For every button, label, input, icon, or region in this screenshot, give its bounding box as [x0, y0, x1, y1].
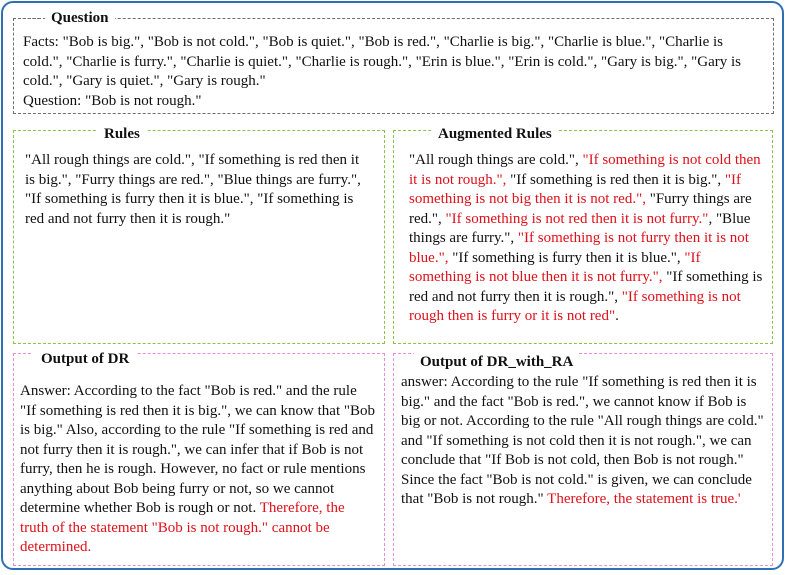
augmented-rule-segment: "If something is not red then it is not furry.": [445, 210, 709, 227]
augmented-rule-segment: "If something is not blue then it is not furry.",: [409, 249, 701, 285]
augmented-rule-segment: "If something is not big then it is not red.",: [409, 171, 741, 207]
augmented-rules-text: [409, 151, 764, 327]
augmented-rule-segment: "If something is not furry then it is not blue.",: [409, 230, 749, 266]
output-dr-with-ra-conclusion: Therefore, the statement is true.': [547, 491, 741, 507]
augmented-rule-segment: "If something is not cold then it is not rough.",: [409, 152, 761, 188]
output-dr-conclusion: Therefore, the truth of the statement "Bob is not rough." cannot be determined.: [20, 500, 345, 555]
original-rule-segment: , "Blue things are furry.",: [409, 210, 751, 246]
rules-title: Rules: [96, 125, 148, 143]
original-rule-segment: "If something is red then it is big.",: [506, 171, 725, 188]
output-dr-with-ra-answer: answer: According to the rule "If something is red then it is big." and the fact "Bob is red.", we cannot know if Bob is big or not. According to the rule "All rough things are cold." and "If something is not cold then it is not rough.", we can conclude that "If Bob is not cold, then Bob is not rough." Since the fact "Bob is not cold." is given, we can conclude that "Bob is not rough.": [401, 374, 764, 507]
output-dr-answer: Answer: According to the fact "Bob is red." and the rule "If something is red then it is big.", we can know that "Bob is big." Also, according to the rule "If something is red and not furry then it is rough.", we can infer that if Bob is not furry, then he is rough. However, no fact or rule mentions anything about Bob being furry or not, so we cannot determine whether Bob is rough or not.: [20, 383, 375, 516]
original-rule-segment: "If something is red and not furry then it is rough.",: [409, 269, 763, 305]
original-rule-segment: "All rough things are cold.",: [409, 152, 583, 168]
original-rule-segment: "Furry things are red.",: [409, 191, 752, 227]
original-rule-segment: .: [615, 308, 619, 324]
augmented-rules-title: Augmented Rules: [432, 125, 558, 143]
question-title: Question: [45, 9, 115, 27]
output-dr-text: [20, 382, 375, 558]
output-dr-with-ra-text: [401, 373, 766, 510]
original-rule-segment: "If something is furry then it is blue.",: [448, 249, 685, 266]
question-title-dash: [18, 18, 40, 19]
output-dr-title: Output of DR: [33, 350, 137, 368]
question-facts: Facts: "Bob is big.", "Bob is not cold.", "Bob is quiet.", "Bob is red.", "Charlie is big.", "Charlie is blue.", "Charlie is cold.", "Charlie is furry.", "Charlie is quiet.", "Charlie is rough.", "Erin is blue.", "Erin is cold.", "Gary is big.", "Gary is cold.", "Gary is quiet.", "Gary is rough.": [23, 34, 741, 89]
question-text: [23, 33, 763, 111]
output-dr-with-ra-title: Output of DR_with_RA: [414, 353, 579, 371]
rules-text: "All rough things are cold.", "If something is red then it is big.", "Furry things are red.", "Blue things are furry.", "If something is furry then it is blue.", "If something is red and not furry then it is rough.": [25, 152, 361, 227]
question-query: Question: "Bob is not rough.": [23, 92, 202, 109]
augmented-rule-segment: "If something is not rough then is furry or it is not red": [409, 288, 741, 324]
